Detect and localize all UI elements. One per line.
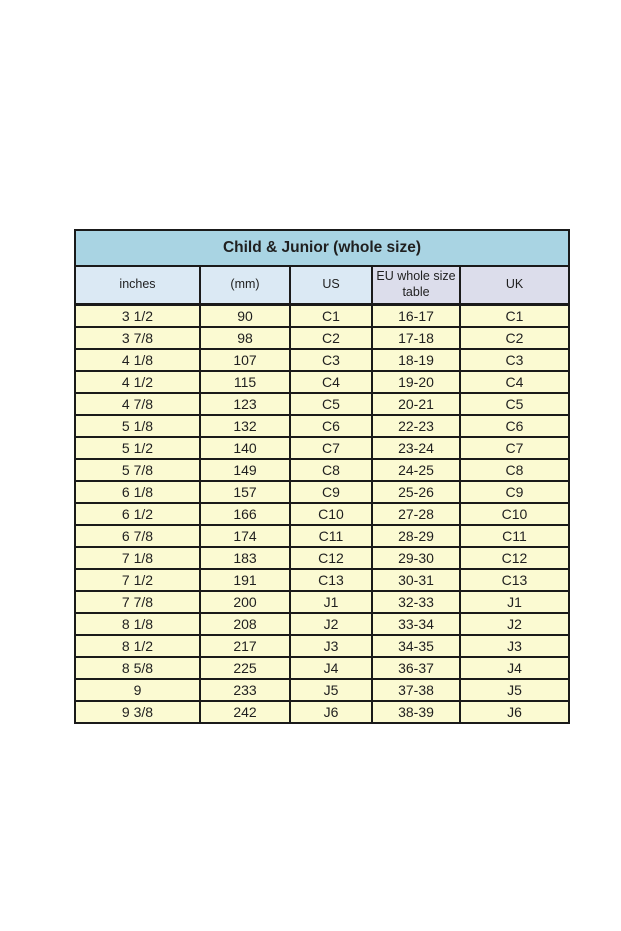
size-table-head [75, 230, 569, 305]
table-cell: 217 [200, 635, 290, 657]
table-row [75, 393, 569, 415]
table-cell: 28-29 [372, 525, 460, 547]
table-cell: 25-26 [372, 481, 460, 503]
table-cell: J6 [290, 701, 372, 723]
table-row [75, 635, 569, 657]
table-cell: 208 [200, 613, 290, 635]
table-row [75, 459, 569, 481]
table-row [75, 679, 569, 701]
table-cell: J2 [290, 613, 372, 635]
column-header-inches: inches [75, 266, 200, 305]
table-cell: 7 1/8 [75, 547, 200, 569]
table-cell: 16-17 [372, 305, 460, 328]
table-row [75, 525, 569, 547]
table-cell: 38-39 [372, 701, 460, 723]
table-cell: 5 1/8 [75, 415, 200, 437]
table-cell: 19-20 [372, 371, 460, 393]
table-cell: C8 [460, 459, 569, 481]
column-header-us: US [290, 266, 372, 305]
table-row [75, 613, 569, 635]
table-cell: C1 [460, 305, 569, 328]
table-cell: 123 [200, 393, 290, 415]
table-cell: C7 [460, 437, 569, 459]
table-cell: C10 [290, 503, 372, 525]
table-cell: 200 [200, 591, 290, 613]
table-cell: C6 [290, 415, 372, 437]
table-cell: 9 3/8 [75, 701, 200, 723]
table-cell: C5 [290, 393, 372, 415]
table-cell: 18-19 [372, 349, 460, 371]
table-cell: 8 1/2 [75, 635, 200, 657]
table-cell: 30-31 [372, 569, 460, 591]
table-cell: 6 1/2 [75, 503, 200, 525]
table-row [75, 547, 569, 569]
table-row [75, 591, 569, 613]
table-cell: C7 [290, 437, 372, 459]
table-cell: C1 [290, 305, 372, 328]
table-row [75, 481, 569, 503]
table-cell: 149 [200, 459, 290, 481]
table-cell: C2 [460, 327, 569, 349]
table-row [75, 371, 569, 393]
table-cell: 9 [75, 679, 200, 701]
table-cell: J2 [460, 613, 569, 635]
table-cell: 115 [200, 371, 290, 393]
table-cell: J5 [460, 679, 569, 701]
table-cell: C11 [290, 525, 372, 547]
column-header-uk: UK [460, 266, 569, 305]
title-row [75, 230, 569, 266]
table-row [75, 305, 569, 328]
table-cell: C9 [290, 481, 372, 503]
table-cell: 3 1/2 [75, 305, 200, 328]
table-cell: 6 7/8 [75, 525, 200, 547]
table-cell: J6 [460, 701, 569, 723]
table-cell: J4 [290, 657, 372, 679]
table-cell: 174 [200, 525, 290, 547]
table-row [75, 657, 569, 679]
table-cell: 8 5/8 [75, 657, 200, 679]
table-cell: C12 [460, 547, 569, 569]
table-cell: 37-38 [372, 679, 460, 701]
table-cell: C2 [290, 327, 372, 349]
table-cell: 5 1/2 [75, 437, 200, 459]
header-row [75, 266, 569, 305]
table-cell: 24-25 [372, 459, 460, 481]
table-cell: J1 [290, 591, 372, 613]
table-cell: 23-24 [372, 437, 460, 459]
table-cell: 225 [200, 657, 290, 679]
table-cell: 90 [200, 305, 290, 328]
table-cell: 5 7/8 [75, 459, 200, 481]
table-cell: C4 [460, 371, 569, 393]
table-cell: 4 1/2 [75, 371, 200, 393]
table-cell: C4 [290, 371, 372, 393]
table-cell: 191 [200, 569, 290, 591]
table-cell: 107 [200, 349, 290, 371]
table-cell: 183 [200, 547, 290, 569]
table-cell: 3 7/8 [75, 327, 200, 349]
size-table-body [75, 305, 569, 724]
table-cell: C3 [460, 349, 569, 371]
table-cell: J3 [460, 635, 569, 657]
table-cell: J4 [460, 657, 569, 679]
table-row [75, 503, 569, 525]
table-title: Child & Junior (whole size) [75, 230, 569, 266]
table-cell: 27-28 [372, 503, 460, 525]
table-cell: 242 [200, 701, 290, 723]
table-cell: 17-18 [372, 327, 460, 349]
table-cell: C11 [460, 525, 569, 547]
table-cell: 233 [200, 679, 290, 701]
table-row [75, 437, 569, 459]
table-cell: J3 [290, 635, 372, 657]
size-chart [74, 229, 568, 724]
table-cell: 36-37 [372, 657, 460, 679]
table-row [75, 349, 569, 371]
table-cell: 20-21 [372, 393, 460, 415]
size-table [74, 229, 570, 724]
table-cell: 4 1/8 [75, 349, 200, 371]
column-header-eu: EU whole size table [372, 266, 460, 305]
table-cell: 34-35 [372, 635, 460, 657]
table-cell: 132 [200, 415, 290, 437]
table-cell: 8 1/8 [75, 613, 200, 635]
table-cell: J1 [460, 591, 569, 613]
table-cell: C8 [290, 459, 372, 481]
table-cell: 7 7/8 [75, 591, 200, 613]
table-cell: 6 1/8 [75, 481, 200, 503]
table-cell: 32-33 [372, 591, 460, 613]
table-cell: 22-23 [372, 415, 460, 437]
table-cell: 140 [200, 437, 290, 459]
table-row [75, 701, 569, 723]
table-cell: C13 [460, 569, 569, 591]
table-cell: C3 [290, 349, 372, 371]
table-cell: 98 [200, 327, 290, 349]
table-cell: 29-30 [372, 547, 460, 569]
table-cell: 157 [200, 481, 290, 503]
table-cell: 7 1/2 [75, 569, 200, 591]
table-row [75, 569, 569, 591]
table-cell: C13 [290, 569, 372, 591]
table-row [75, 415, 569, 437]
table-cell: C12 [290, 547, 372, 569]
table-cell: C6 [460, 415, 569, 437]
table-cell: J5 [290, 679, 372, 701]
table-cell: 166 [200, 503, 290, 525]
table-cell: C10 [460, 503, 569, 525]
table-cell: 4 7/8 [75, 393, 200, 415]
column-header-mm: (mm) [200, 266, 290, 305]
table-cell: C5 [460, 393, 569, 415]
table-cell: C9 [460, 481, 569, 503]
table-cell: 33-34 [372, 613, 460, 635]
table-row [75, 327, 569, 349]
